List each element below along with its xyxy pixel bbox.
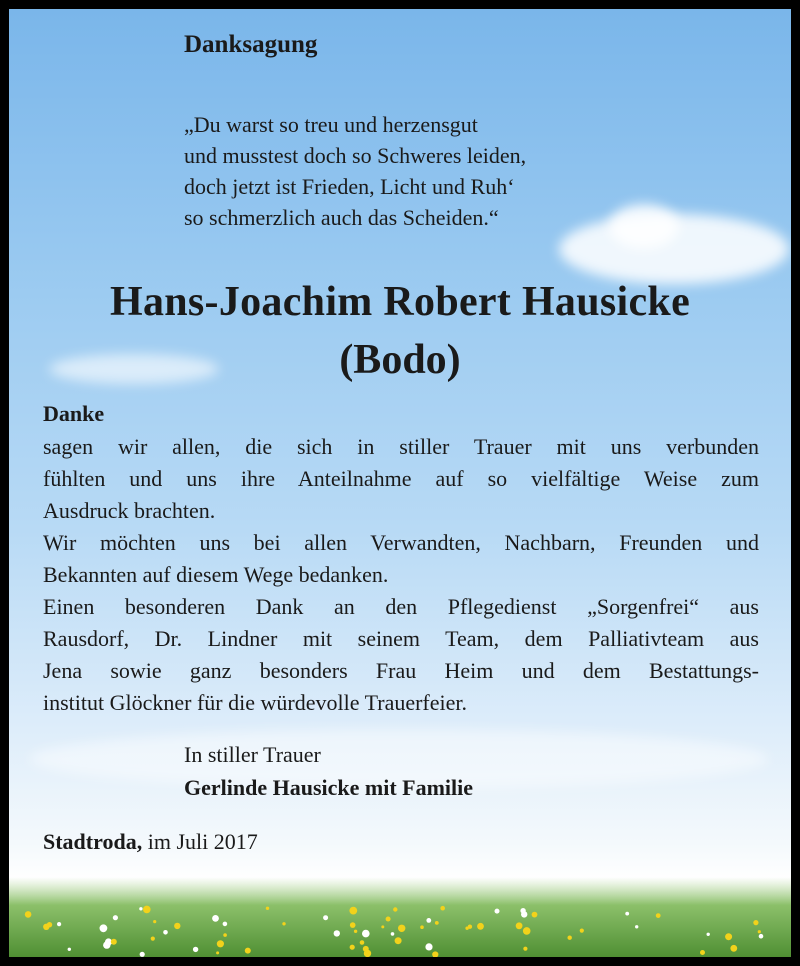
flower — [625, 912, 629, 916]
flower — [193, 947, 198, 952]
flower — [212, 915, 219, 922]
flower — [266, 907, 269, 910]
poem-line: doch jetzt ist Frieden, Licht und Ruh‘ — [184, 174, 515, 199]
poem — [184, 109, 526, 233]
flower — [521, 911, 527, 917]
flower — [393, 907, 397, 911]
flower — [758, 930, 761, 933]
flower — [391, 932, 395, 936]
flower — [395, 937, 402, 944]
flower — [140, 952, 145, 957]
flower — [25, 911, 32, 918]
flower — [362, 930, 370, 938]
flower — [113, 915, 118, 920]
thanks-title: Danke — [43, 401, 105, 426]
poem-line: „Du warst so treu und herzensgut — [184, 112, 478, 137]
flower — [477, 923, 484, 930]
thanks-line: Ausdruck brachten. — [43, 498, 216, 523]
grass — [9, 877, 791, 957]
poem-line: und musstest doch so Schweres leiden, — [184, 143, 527, 168]
flower — [350, 945, 355, 950]
flower — [364, 950, 371, 957]
flower — [753, 920, 758, 925]
flower — [465, 927, 468, 930]
thanks-line: fühlten und uns ihre Anteilnahme auf so vielfältige Weise zum — [43, 466, 759, 491]
cloud-right-small — [609, 204, 679, 249]
flower — [532, 912, 538, 918]
flower — [516, 922, 523, 929]
mourning-line: In stiller Trauer — [184, 742, 321, 767]
thanks-line: Rausdorf, Dr. Lindner mit seinem Team, dem Palliativteam aus — [43, 626, 759, 651]
place: Stadtroda, — [43, 829, 143, 854]
flower — [707, 933, 710, 936]
flower — [111, 939, 117, 945]
thanks-line: Einen besonderen Dank an den Pflegedienst „Sorgenfrei“ aus — [43, 594, 759, 619]
flower — [334, 930, 340, 936]
flower — [730, 945, 737, 952]
flower — [349, 907, 357, 915]
date: im Juli 2017 — [147, 829, 258, 854]
flower — [495, 909, 500, 914]
flower — [523, 947, 527, 951]
flower — [420, 925, 424, 929]
flower — [350, 922, 356, 928]
thanks-line: institut Glöckner für die würdevolle Trauerfeier. — [43, 690, 468, 715]
flower — [381, 925, 384, 928]
deceased-name: Hans-Joachim Robert Hausicke — [109, 279, 691, 325]
flower — [360, 940, 365, 945]
flower — [68, 948, 71, 951]
flower — [354, 930, 357, 933]
meadow-image — [9, 877, 791, 957]
flower — [100, 924, 108, 932]
flower — [174, 923, 180, 929]
flower — [47, 922, 52, 927]
flower — [523, 927, 531, 935]
flower — [426, 918, 431, 923]
flower — [386, 917, 391, 922]
flower — [656, 913, 661, 918]
flower — [759, 934, 764, 939]
flower — [223, 922, 228, 927]
flower — [139, 907, 142, 910]
flower — [323, 915, 328, 920]
flower — [57, 922, 61, 926]
deceased-nickname: (Bodo) — [339, 337, 461, 383]
thanks-line: Wir möchten uns bei allen Verwandten, Nachbarn, Freunden und — [43, 530, 759, 555]
notice-heading: Danksagung — [184, 31, 318, 58]
family-signature: Gerlinde Hausicke mit Familie — [184, 775, 474, 800]
flower — [217, 940, 224, 947]
flower — [580, 929, 584, 933]
flower — [435, 921, 439, 925]
thanks-line: Bekannten auf diesem Wege bedanken. — [43, 562, 389, 587]
flower — [245, 948, 251, 954]
poem-line: so schmerzlich auch das Scheiden.“ — [184, 205, 499, 230]
flower — [282, 922, 285, 925]
flower — [153, 920, 156, 923]
flower — [725, 933, 732, 940]
flower — [700, 950, 705, 955]
thanks-line: sagen wir allen, die sich in stiller Trauer mit uns verbunden — [43, 434, 759, 459]
flower — [223, 933, 227, 937]
flower — [440, 906, 445, 911]
flower — [568, 936, 572, 940]
flower — [151, 937, 155, 941]
flower — [216, 951, 219, 954]
flower — [635, 925, 638, 928]
flower — [143, 906, 151, 914]
place-date — [43, 829, 258, 855]
flower — [398, 925, 405, 932]
thanks-line: Jena sowie ganz besonders Frau Heim und dem Bestattungs- — [43, 658, 759, 683]
flower — [163, 930, 168, 935]
flower — [425, 943, 432, 950]
thanks-text — [43, 431, 759, 719]
